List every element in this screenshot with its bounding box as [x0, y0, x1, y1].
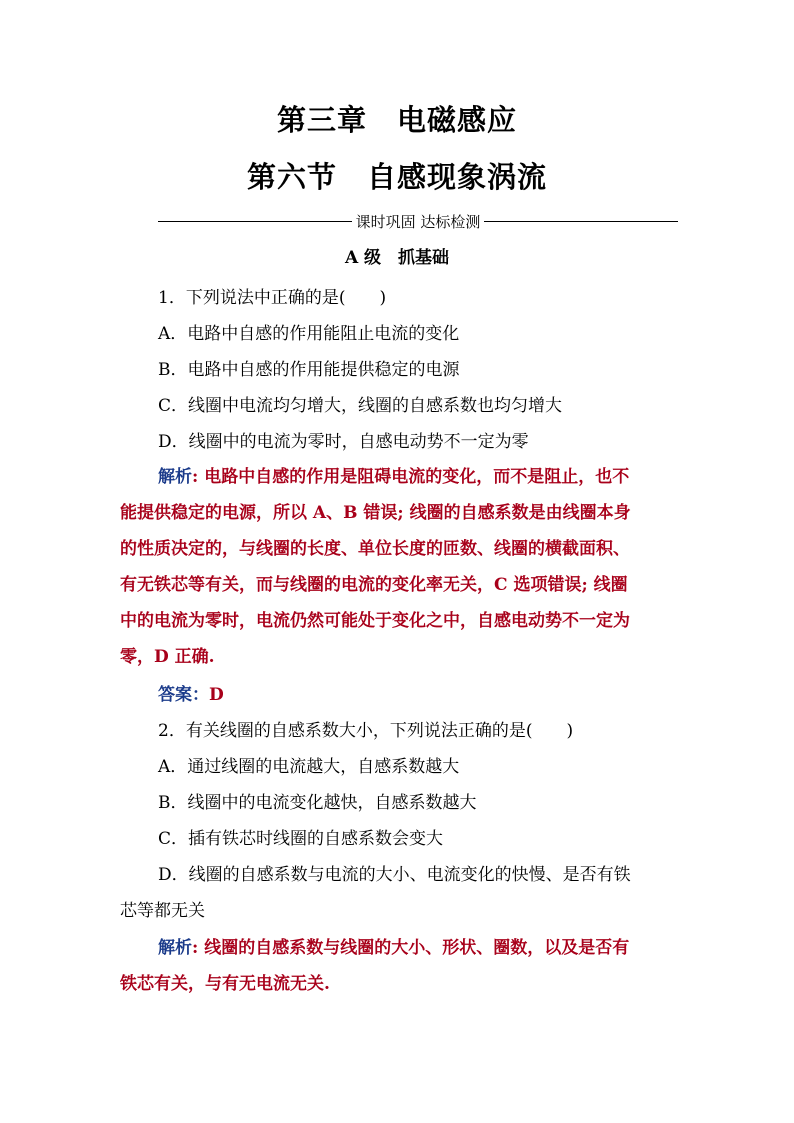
q1-option-d: D．线圈中的电流为零时，自感电动势不一定为零: [158, 432, 529, 452]
banner-divider: [158, 210, 678, 232]
q1-answer-label: 答案：: [158, 685, 209, 705]
level-heading: A 级 抓基础: [344, 248, 450, 268]
q2-option-b: B．线圈中的电流变化越快，自感系数越大: [158, 793, 477, 813]
q2-option-c: C．插有铁芯时线圈的自感系数会变大: [158, 829, 444, 849]
section-title: 第六节 自感现象涡流: [246, 160, 547, 194]
q1-stem: 1．下列说法中正确的是( ): [158, 288, 387, 308]
q2-analysis-label: 解析: [158, 938, 192, 958]
q2-option-a: A．通过线圈的电流越大，自感系数越大: [158, 757, 460, 777]
divider-line-left: [158, 221, 352, 222]
q1-option-c: C．线圈中电流均匀增大，线圈的自感系数也均匀增大: [158, 396, 563, 416]
q1-option-a: A．电路中自感的作用能阻止电流的变化: [158, 324, 460, 344]
q1-analysis-line-6: 零，D 正确.: [120, 647, 215, 667]
q2-option-d: D．线圈的自感系数与电流的大小、电流变化的快慢、是否有铁: [158, 865, 631, 885]
q1-answer-value: D: [209, 685, 224, 705]
q2-option-d-cont: 芯等都无关: [120, 901, 205, 921]
q1-analysis-label: 解析: [158, 467, 192, 487]
divider-line-right: [484, 221, 678, 222]
q2-stem: 2．有关线圈的自感系数大小，下列说法正确的是( ): [158, 721, 574, 741]
banner-label: 课时巩固 达标检测: [355, 212, 481, 231]
q1-analysis-line-5: 中的电流为零时，电流仍然可能处于变化之中，自感电动势不一定为: [120, 611, 630, 631]
q1-answer: [158, 680, 224, 705]
q1-analysis-line-1: 解析: 电路中自感的作用是阻碍电流的变化，而不是阻止，也不: [158, 467, 630, 487]
chapter-title: 第三章 电磁感应: [276, 103, 517, 137]
q2-analysis-line-1: 解析: 线圈的自感系数与线圈的大小、形状、圈数，以及是否有: [158, 938, 630, 958]
q2-analysis-line-2: 铁芯有关，与有无电流无关.: [120, 974, 330, 994]
q1-option-b: B．电路中自感的作用能提供稳定的电源: [158, 360, 460, 380]
q1-analysis-line-3: 的性质决定的，与线圈的长度、单位长度的匝数、线圈的横截面积、: [120, 539, 630, 559]
q1-analysis-line-2: 能提供稳定的电源，所以 A、B 错误; 线圈的自感系数是由线圈本身: [120, 503, 631, 523]
q1-analysis-line-4: 有无铁芯等有关，而与线圈的电流的变化率无关，C 选项错误; 线圈: [120, 575, 628, 595]
